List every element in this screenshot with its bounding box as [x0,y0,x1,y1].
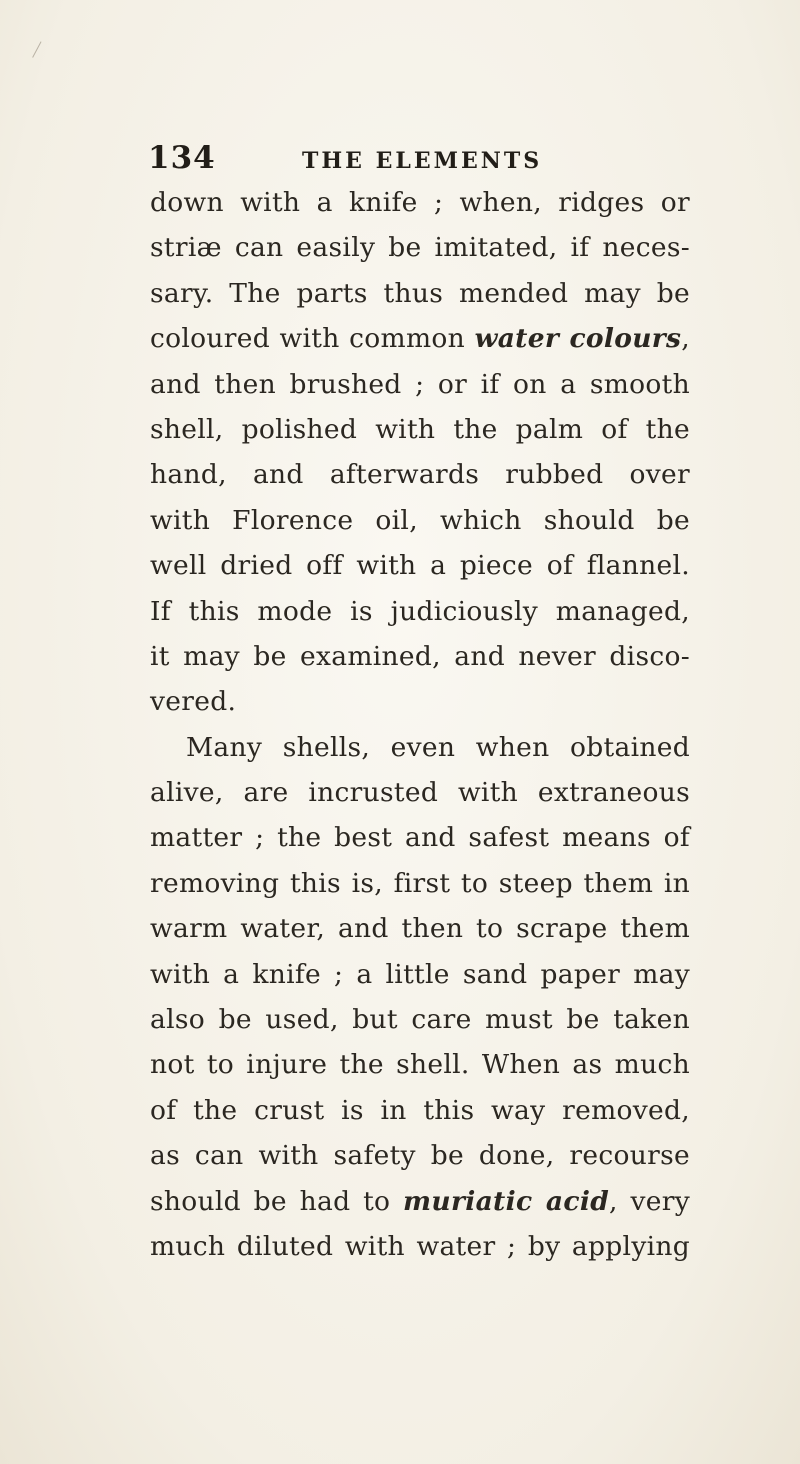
page-header [148,140,688,180]
body-text [150,180,690,1269]
text-line: Many shells, even when obtained [186,731,690,763]
text-line: not to injure the shell. When as much [150,1049,690,1081]
text-line: also be used, but care must be taken [150,1004,690,1036]
text-line: well dried off with a piece of flannel. [150,550,690,582]
text-line: coloured with common water colours, [150,323,690,355]
text-line: as can with safety be done, recourse [150,1140,690,1172]
text-line: alive, are incrusted with extraneous [150,777,690,809]
text-line: vered. [150,686,237,718]
text-line: with a knife ; a little sand paper may [150,958,690,990]
text-line: hand, and afterwards rubbed over [150,459,690,491]
text-line: matter ; the best and safest means of [150,822,690,854]
emphasis: muriatic acid [403,1185,610,1217]
text-line: shell, polished with the palm of the [150,413,690,445]
text-line: removing this is, first to steep them in [150,867,690,899]
text-line: much diluted with water ; by applying [150,1230,690,1262]
running-head: THE ELEMENTS [302,148,543,174]
text-line: it may be examined, and never disco- [150,640,690,672]
text-line: striæ can easily be imitated, if neces- [150,232,690,264]
emphasis: water colours [474,323,682,355]
text-line: should be had to muriatic acid, very [150,1185,690,1217]
text-line: and then brushed ; or if on a smooth [150,368,690,400]
text-line: of the crust is in this way removed, [150,1094,690,1126]
text-line: warm water, and then to scrape them [150,913,690,945]
text-line: down with a knife ; when, ridges or [150,187,690,218]
text-line: If this mode is judiciously managed, [150,595,690,627]
text-line: sary. The parts thus mended may be [150,277,690,309]
page-number: 134 [148,140,216,176]
page-mark [32,41,47,60]
text-line: with Florence oil, which should be [150,504,690,536]
